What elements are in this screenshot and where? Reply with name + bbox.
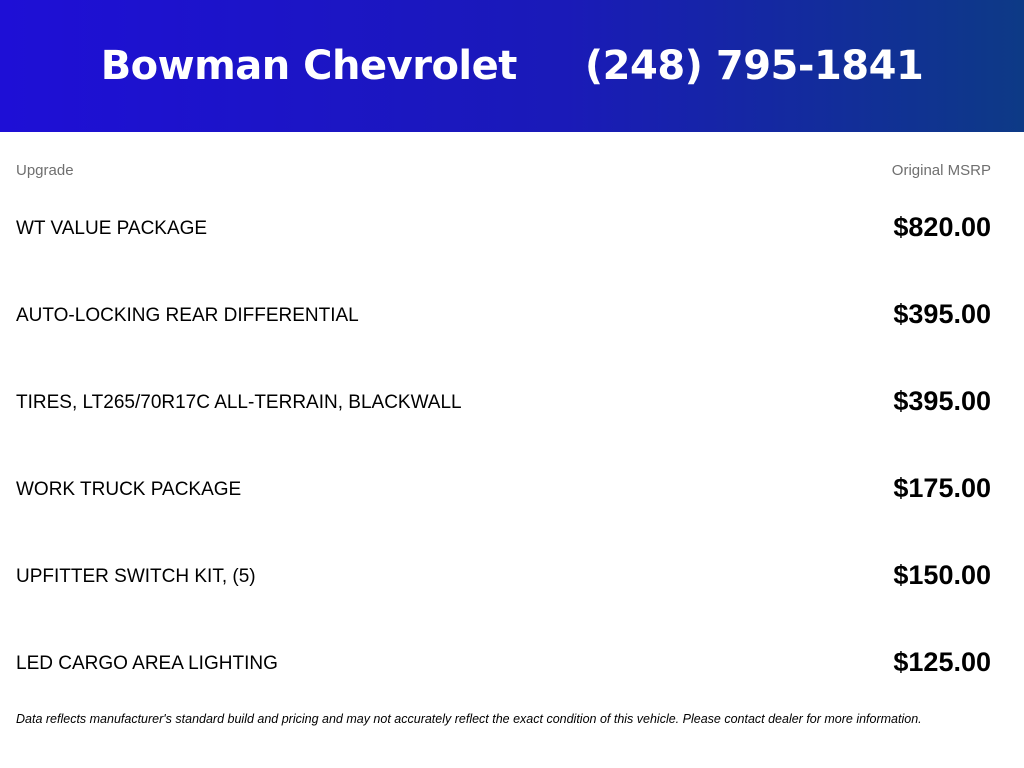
column-header-upgrade: Upgrade xyxy=(16,161,74,179)
dealer-phone[interactable]: (248) 795-1841 xyxy=(584,43,924,89)
upgrade-price: $820.00 xyxy=(893,212,991,242)
disclaimer-text: Data reflects manufacturer's standard build and pricing and may not accurately reflect the exact condition of this vehicle. Please contact dealer for more information. xyxy=(16,712,922,726)
dealer-name: Bowman Chevrolet xyxy=(100,43,517,89)
upgrade-price: $150.00 xyxy=(893,560,991,590)
upgrade-name: LED CARGO AREA LIGHTING xyxy=(16,653,278,674)
table-row xyxy=(16,374,991,461)
upgrade-price: $395.00 xyxy=(893,299,991,329)
upgrades-table-header xyxy=(16,160,991,180)
upgrades-list xyxy=(16,200,991,722)
upgrade-name: TIRES, LT265/70R17C ALL-TERRAIN, BLACKWALL xyxy=(16,392,462,413)
upgrade-name: WT VALUE PACKAGE xyxy=(16,218,208,239)
table-row xyxy=(16,461,991,548)
table-row xyxy=(16,287,991,374)
upgrade-price: $395.00 xyxy=(893,386,991,416)
upgrade-name: UPFITTER SWITCH KIT, (5) xyxy=(16,566,256,587)
table-row xyxy=(16,635,991,722)
upgrade-name: AUTO-LOCKING REAR DIFFERENTIAL xyxy=(16,305,359,326)
dealer-header xyxy=(0,0,1024,132)
table-row xyxy=(16,200,991,287)
table-row xyxy=(16,548,991,635)
header-content xyxy=(101,43,924,89)
upgrade-price: $125.00 xyxy=(893,647,991,677)
column-header-msrp: Original MSRP xyxy=(891,161,991,179)
upgrade-price: $175.00 xyxy=(893,473,991,503)
upgrade-name: WORK TRUCK PACKAGE xyxy=(16,479,242,500)
